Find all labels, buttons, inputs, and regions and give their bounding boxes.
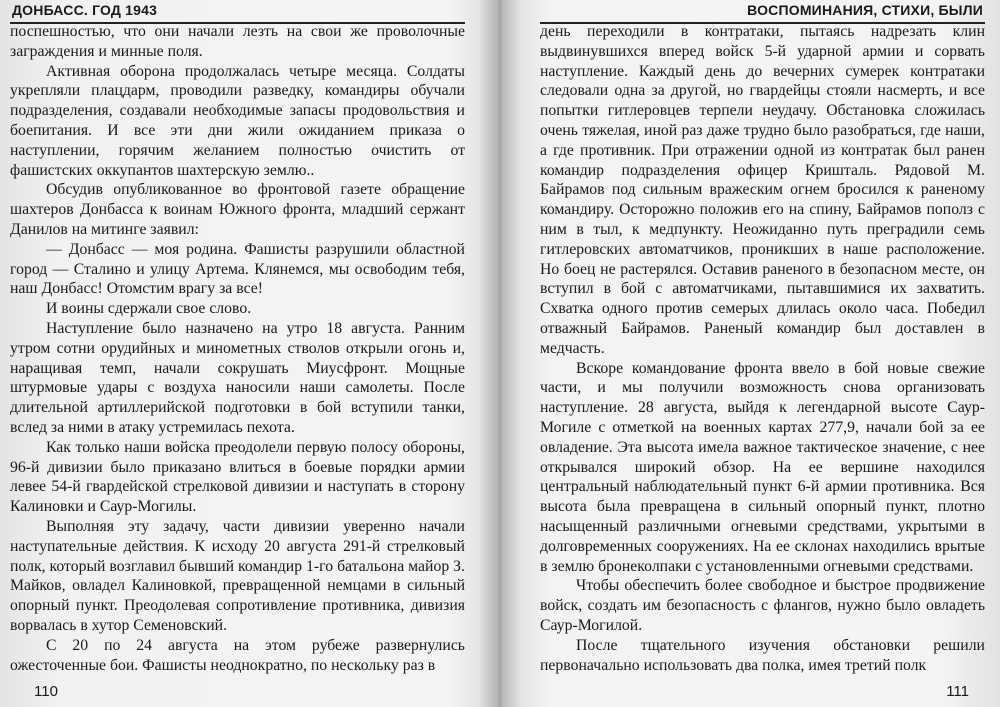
paragraph: Вскоре командование фронта ввело в бой новые свежие части, и мы получили возможность снова организовать наступление. 28 августа, выйдя к легендарной высоте Саур-Могиле с отметкой на военных картах 277,9, начали бой за ее овладение. Эта высота имела важное тактическое значение, с нее открывался широкий обзор. На ее вершине находился центральный наблюдательный пункт 6-й армии противника. Вся высота была превращена в сильный опорный пункт, плотно насыщенный различными огневыми средствами, укрытыми в долговременных сооружениях. На ее склонах находились врытые в землю бронеколпаки с установленными огневыми средствами. (540, 359, 985, 575)
right-page (540, 0, 985, 707)
paragraph: поспешностью, что они начали лезть на свои же проволочные заграждения и минные поля. (10, 23, 465, 60)
paragraph: Как только наши войска преодолели первую полосу обороны, 96-й дивизии было приказано влиться в боевые порядки армии левее 54-й гвардейской стрелковой дивизии и наступать в сторону Калиновки и Саур-Могилы. (10, 438, 465, 516)
paragraph: И воины сдержали свое слово. (46, 300, 252, 318)
paragraph: — Донбасс — моя родина. Фашисты разрушили областной город — Сталино и улицу Артема. Клянемся, мы освободим тебя, наш Донбасс! Отомстим врагу за все! (10, 240, 465, 298)
paragraph: Обсудив опубликованное во фронтовой газете обращение шахтеров Донбасса к воинам Южного фронта, младший сержант Данилов на митинге заявил: (10, 181, 465, 238)
paragraph: С 20 по 24 августа на этом рубеже развернулись ожесточенные бои. Фашисты неоднократно, по нескольку раз в (10, 636, 465, 674)
right-running-head-text: ВОСПОМИНАНИЯ, СТИХИ, БЫЛИ (747, 2, 983, 18)
left-running-head-text: ДОНБАСС. ГОД 1943 (12, 2, 158, 18)
left-page-number: 110 (34, 683, 58, 700)
paragraph: день переходили в контратаки, пытаясь надрезать клин выдвинувшихся вперед войск 5-й ударной армии и сорвать наступление. Каждый день до вечерних сумерек контратаки следовали одна за другой, но гвардейцы стояли насмерть, и все попытки гитлеровцев терпели неудачу. Обстановка сложилась очень тяжелая, иной раз даже трудно было разобраться, где наши, а где противник. При отражении одной из контратак был ранен командир подразделения офицер Кришталь. Рядовой М. Байрамов под сильным вражеским огнем бросился к раненому командиру. Осторожно положив его на спину, Байрамов пополз с ним в тыл, к медпункту. Неожиданно путь преградили семь гитлеровских автоматчиков, проникших в наше расположение. Но боец не растерялся. Оставив раненого в безопасном месте, он вступил в бой с автоматчиками, пытавшимися их захватить. Схватка одного против семерых длилась около часа. Победил отважный Байрамов. Раненый командир был доставлен в медчасть. (540, 23, 985, 357)
right-page-text (540, 22, 985, 675)
right-running-head (540, 2, 985, 24)
book-gutter (478, 0, 522, 707)
paragraph: Чтобы обеспечить более свободное и быстрое продвижение войск, создать им безопасность с флангов, нужно было овладеть Саур-Могилой. (540, 577, 985, 634)
right-page-number: 111 (946, 683, 969, 700)
paragraph: Выполняя эту задачу, части дивизии уверенно начали наступательные действия. К исходу 20 августа 291-й стрелковый полк, который возглавил бывший командир 1-го батальона майор З. Майков, овладел Калиновкой, превращенной немцами в сильный опорный пункт. Преодолевая сопротивление противника, дивизия ворвалась в хутор Семеновский. (10, 517, 465, 634)
left-page-text (10, 22, 465, 675)
left-page (10, 0, 465, 707)
paragraph: Активная оборона продолжалась четыре месяца. Солдаты укрепляли плацдарм, проводили разведку, командиры обучали подразделения, создавали необходимые запасы продовольствия и боепитания. И все эти дни жили ожиданием приказа о наступлении, горячим желанием полностью очистить от фашистских оккупантов шахтерскую землю.. (10, 62, 465, 179)
left-running-head (10, 2, 465, 24)
paragraph: После тщательного изучения обстановки решили первоначально использовать два полка, имея третий полк (540, 636, 985, 674)
paragraph: Наступление было назначено на утро 18 августа. Ранним утром сотни орудийных и минометных стволов открыли огонь и, наращивая темп, начали сокрушать Миусфронт. Мощные штурмовые удары с воздуха наносили наши самолеты. После длительной артиллерийской подготовки в бой вступили танки, вслед за ними в атаку устремилась пехота. (10, 319, 465, 436)
